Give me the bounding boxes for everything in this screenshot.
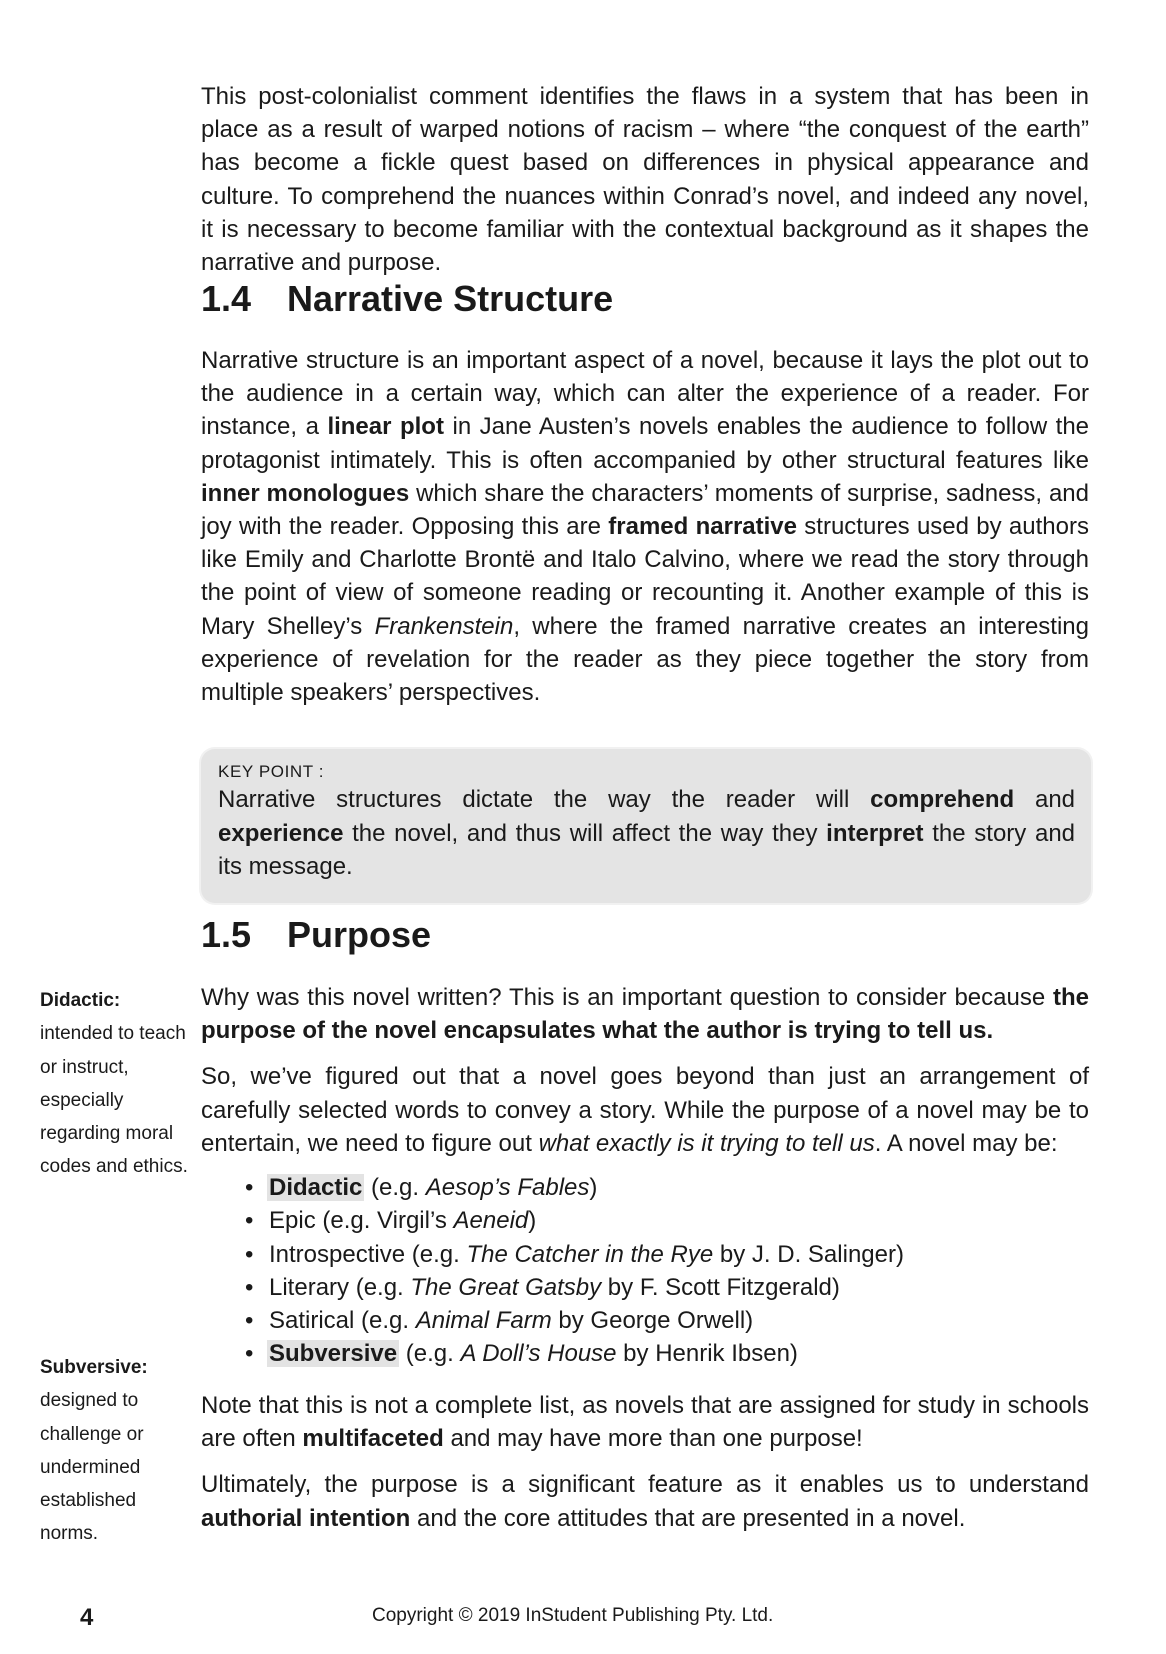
key-point-box — [201, 749, 1091, 903]
term-inner-monologues: inner monologues — [201, 479, 410, 507]
note-paragraph: Note that this is not a complete list, as novels that are assigned for study in schools are often multifaceted and may have more than one purpose! — [201, 1392, 1089, 1453]
margin-note-term: Didactic: — [40, 990, 121, 1011]
list-item: • Didactic (e.g. Aesop’s Fables) — [245, 1174, 598, 1201]
margin-note-subversive — [40, 1351, 190, 1551]
novel-purpose-list — [245, 1171, 904, 1371]
key-point-title: KEY POINT : — [218, 762, 325, 781]
title-frankenstein: Frankenstein — [374, 612, 514, 640]
narrative-structure-block — [201, 344, 1089, 709]
closing-block — [201, 1389, 1089, 1535]
section-title: Purpose — [287, 914, 432, 955]
section-number: 1.4 — [201, 278, 252, 319]
section-heading-narrative-structure — [201, 279, 613, 319]
purpose-question: Why was this novel written? This is an important question to consider because the purpose of the novel encapsulates what the author is trying to tell us. — [201, 984, 1090, 1045]
term-linear-plot: linear plot — [327, 413, 444, 441]
purpose-paragraph: So, we’ve figured out that a novel goes beyond than just an arrangement of carefully selected words to convey a story. While the purpose of a novel may be to entertain, we need to figure out what exactly is it trying to tell us. A novel may be: — [201, 1063, 1089, 1157]
intro-paragraph-block — [201, 80, 1089, 279]
term-framed-narrative: framed narrative — [608, 513, 797, 541]
term-subversive-highlight: Subversive — [269, 1340, 398, 1368]
section-number: 1.5 — [201, 914, 252, 955]
key-point-text: Narrative structures dictate the way the reader will comprehend and experience the novel, and thus will affect the way they interpret the story and its message. — [218, 786, 1076, 880]
purpose-block — [201, 981, 1089, 1160]
term-didactic-highlight: Didactic — [269, 1174, 363, 1201]
copyright-notice: Copyright © 2019 InStudent Publishing Pty. Ltd. — [372, 1605, 774, 1626]
page-number: 4 — [80, 1604, 94, 1631]
list-item: • Literary (e.g. The Great Gatsby by F. Scott Fitzgerald) — [245, 1273, 840, 1301]
list-item: • Epic (e.g. Virgil’s Aeneid) — [245, 1207, 537, 1235]
list-item: • Subversive (e.g. A Doll’s House by Henrik Ibsen) — [245, 1340, 798, 1368]
intro-paragraph: This post-colonialist comment identifies the flaws in a system that has been in place as a result of warped notions of racism – where “the conquest of the earth” has become a fickle quest based on differences in physical appearance and culture. To comprehend the nuances within Conrad’s novel, and indeed any novel, it is necessary to become familiar with the contextual background as it shapes the narrative and purpose. — [201, 83, 1089, 277]
section-heading-purpose — [201, 915, 431, 955]
margin-note-definition: designed to challenge or undermined established norms. — [40, 1390, 144, 1545]
section-title: Narrative Structure — [287, 278, 614, 319]
list-item: • Satirical (e.g. Animal Farm by George Orwell) — [245, 1307, 754, 1335]
narrative-structure-paragraph: Narrative structure is an important aspect of a novel, because it lays the plot out to the audience in a certain way, which can alter the experience of a reader. For instance, a linear plot in Jane Austen’s novels enables the audience to follow the protagonist intimately. This is often accompanied by other structural features like inner monologues which share the characters’ moments of surprise, sadness, and joy with the reader. Opposing this are framed narrative structures used by authors like Emily and Charlotte Brontë and Italo Calvino, where we read the story through the point of view of someone reading or recounting it. Another example of this is Mary Shelley’s Frankenstein, where the framed narrative creates an interesting experience of revelation for the reader as they piece together the story from multiple speakers’ perspectives. — [201, 347, 1090, 707]
margin-note-term: Subversive: — [40, 1357, 148, 1378]
margin-note-definition: intended to teach or instruct, especially regarding moral codes and ethics. — [40, 1023, 188, 1178]
final-paragraph: Ultimately, the purpose is a significant feature as it enables us to understand authorial intention and the core attitudes that are presented in a novel. — [201, 1471, 1089, 1532]
list-item: • Introspective (e.g. The Catcher in the Rye by J. D. Salinger) — [245, 1240, 904, 1268]
margin-note-didactic — [40, 984, 190, 1184]
